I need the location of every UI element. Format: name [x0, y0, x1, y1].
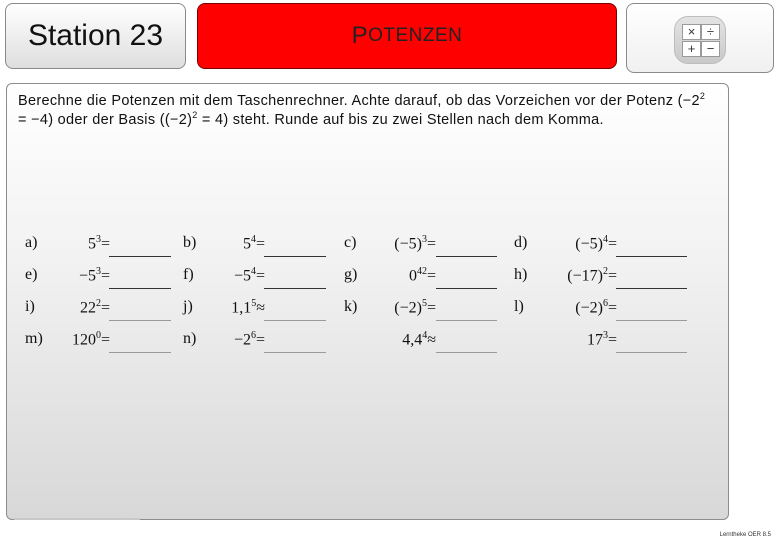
task-label: a) — [25, 234, 38, 251]
operator: = — [426, 299, 436, 317]
operator: = — [607, 331, 617, 349]
answer-blank[interactable] — [264, 320, 326, 321]
divide-key-icon: ÷ — [701, 24, 720, 40]
task-expression — [234, 330, 265, 349]
power-exponent: 3 — [95, 266, 101, 277]
task-label: j) — [183, 298, 193, 315]
task-label: n) — [183, 330, 197, 347]
operator: = — [255, 267, 265, 285]
footer-credit: Lerntheke OER 8.5 — [719, 532, 771, 538]
title-rest: OTENZEN — [368, 25, 463, 46]
power-base: 120 — [71, 331, 96, 349]
answer-blank[interactable] — [436, 320, 497, 321]
task-expression — [79, 266, 110, 285]
task-expression — [587, 330, 617, 349]
power-exponent: 4 — [602, 234, 608, 245]
power-base: −5 — [233, 267, 251, 285]
station-label — [5, 3, 186, 69]
task-expression — [72, 330, 110, 349]
instructions-exponent-1: 2 — [699, 91, 706, 102]
power-base: 17 — [586, 331, 603, 349]
operator: = — [100, 235, 110, 253]
task-label: d) — [514, 234, 528, 251]
task-label: h) — [514, 266, 528, 283]
operator: = — [426, 235, 436, 253]
task-label: c) — [344, 234, 357, 251]
task-expression — [243, 234, 265, 253]
plus-key-icon: + — [682, 41, 701, 57]
answer-blank[interactable] — [264, 256, 326, 257]
answer-blank[interactable] — [109, 352, 171, 353]
task-expression — [231, 298, 265, 317]
answer-blank[interactable] — [616, 256, 687, 257]
task-label: e) — [25, 266, 38, 283]
title-initial: P — [351, 22, 369, 49]
task-expression — [88, 234, 110, 253]
task-expression — [80, 298, 110, 317]
task-grid — [7, 84, 730, 521]
power-base: (−2) — [394, 299, 422, 317]
operator: ≈ — [427, 331, 436, 349]
power-base: 5 — [242, 235, 251, 253]
power-exponent: 4 — [422, 330, 428, 341]
task-label: g) — [344, 266, 358, 283]
answer-blank[interactable] — [616, 320, 687, 321]
task-expression — [567, 266, 617, 285]
answer-blank[interactable] — [109, 320, 171, 321]
power-base: 5 — [87, 235, 96, 253]
power-base: 0 — [408, 267, 417, 285]
task-expression — [575, 234, 617, 253]
instructions-part-3: = 4) steht. Runde auf bis zu zwei Stellen nach dem Komma. — [197, 112, 604, 128]
task-label: m) — [25, 330, 43, 347]
divider — [14, 518, 140, 520]
answer-blank[interactable] — [436, 352, 497, 353]
icon-panel — [626, 3, 774, 73]
power-base: −2 — [233, 331, 251, 349]
operator: = — [100, 267, 110, 285]
task-expression — [234, 266, 265, 285]
answer-blank[interactable] — [616, 352, 687, 353]
answer-blank[interactable] — [264, 288, 326, 289]
station-text: Station 23 — [27, 19, 164, 52]
task-expression — [575, 298, 617, 317]
operator: = — [255, 331, 265, 349]
answer-blank[interactable] — [109, 256, 171, 257]
task-label: i) — [25, 298, 35, 315]
operator: = — [100, 331, 110, 349]
task-label: f) — [183, 266, 194, 283]
power-exponent: 4 — [250, 266, 256, 277]
power-exponent: 3 — [421, 234, 427, 245]
instructions-part-1: Berechne die Potenzen mit dem Taschenrechner. Achte darauf, ob das Vorzeichen vor der Potenz (−2 — [18, 93, 700, 109]
power-exponent: 5 — [251, 298, 257, 309]
power-base: (−2) — [575, 299, 603, 317]
task-label: k) — [344, 298, 358, 315]
task-expression — [394, 234, 436, 253]
power-exponent: 0 — [95, 330, 101, 341]
instructions-exponent-2: 2 — [192, 110, 198, 121]
task-expression — [394, 298, 436, 317]
answer-blank[interactable] — [436, 288, 497, 289]
calculator-icon — [674, 16, 726, 64]
power-exponent: 3 — [602, 330, 608, 341]
task-label: l) — [514, 298, 524, 315]
operator: = — [100, 299, 110, 317]
answer-blank[interactable] — [109, 288, 171, 289]
instructions-part-2: = −4) oder der Basis ((−2) — [18, 112, 193, 128]
operator: = — [607, 235, 617, 253]
task-expression — [402, 330, 436, 349]
power-exponent: 42 — [416, 266, 427, 277]
task-label: b) — [183, 234, 197, 251]
power-base: 1,1 — [231, 299, 252, 317]
answer-blank[interactable] — [264, 352, 326, 353]
task-expression — [409, 266, 436, 285]
power-exponent: 3 — [95, 234, 101, 245]
power-exponent: 6 — [250, 330, 256, 341]
power-exponent: 2 — [95, 298, 101, 309]
power-exponent: 4 — [250, 234, 256, 245]
operator: = — [255, 235, 265, 253]
operator: ≈ — [256, 299, 265, 317]
answer-blank[interactable] — [616, 288, 687, 289]
operator: = — [607, 299, 617, 317]
power-base: (−5) — [575, 235, 603, 253]
power-base: (−5) — [394, 235, 422, 253]
power-exponent: 6 — [602, 298, 608, 309]
minus-key-icon: − — [701, 41, 720, 57]
power-exponent: 2 — [602, 266, 608, 277]
power-base: 22 — [79, 299, 96, 317]
operator: = — [426, 267, 436, 285]
exercise-panel — [6, 83, 729, 520]
page-title — [197, 3, 617, 69]
power-base: 4,4 — [402, 331, 423, 349]
power-base: (−17) — [567, 267, 603, 285]
operator: = — [607, 267, 617, 285]
power-exponent: 5 — [421, 298, 427, 309]
multiply-key-icon: × — [682, 24, 701, 40]
power-base: −5 — [78, 267, 96, 285]
answer-blank[interactable] — [436, 256, 497, 257]
